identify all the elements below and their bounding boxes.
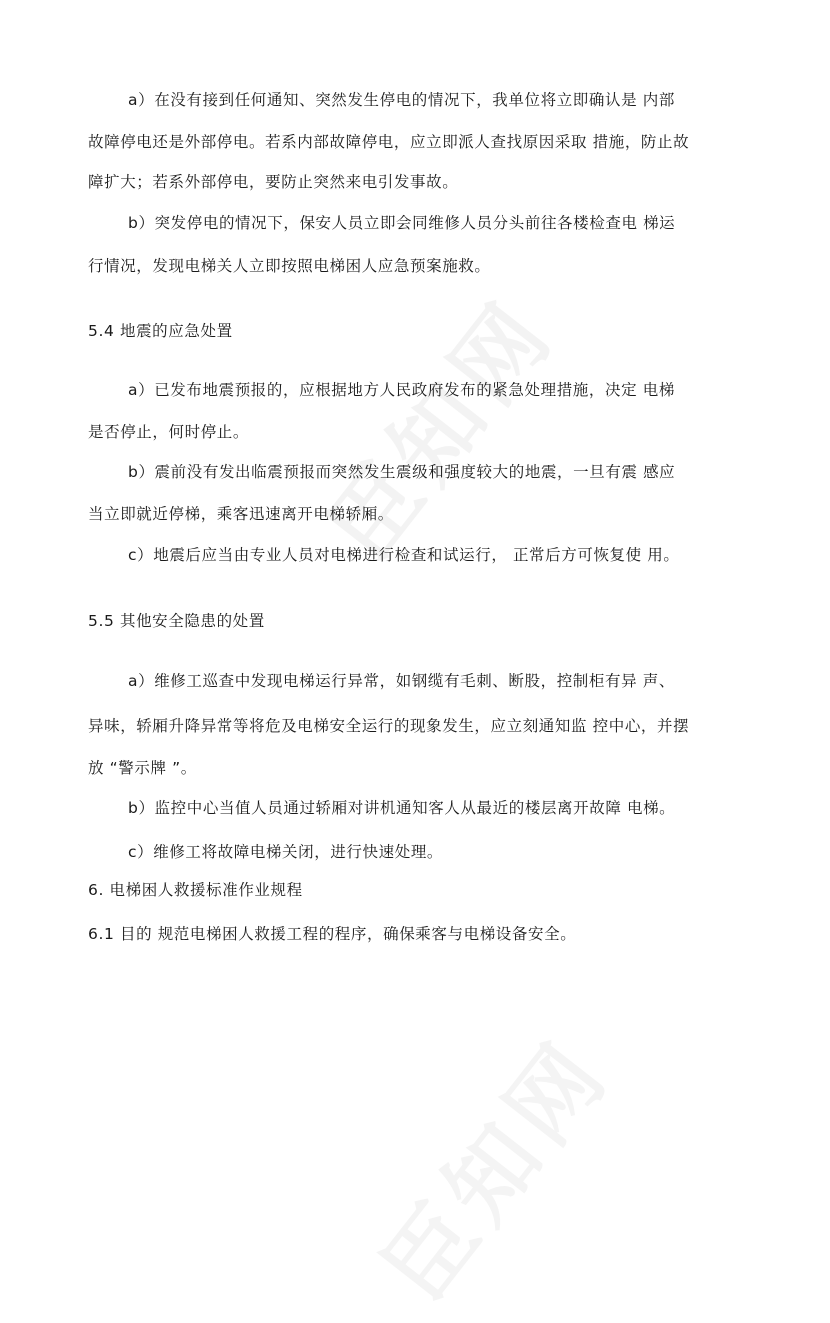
paragraph-line: 当立即就近停梯，乘客迅速离开电梯轿厢。 [88, 505, 394, 523]
paragraph-line: a）在没有接到任何通知、突然发生停电的情况下，我单位将立即确认是 内部 [128, 91, 675, 109]
section-heading: 5.5 其他安全隐患的处置 [88, 612, 265, 630]
paragraph-line: c）维修工将故障电梯关闭，进行快速处理。 [128, 843, 444, 861]
paragraph-line: b）突发停电的情况下，保安人员立即会同维修人员分头前往各楼检查电 梯运 [128, 214, 676, 232]
paragraph-line: c）地震后应当由专业人员对电梯进行检查和试运行， 正常后方可恢复使 用。 [128, 546, 680, 564]
paragraph-line: 障扩大；若系外部停电，要防止突然来电引发事故。 [88, 173, 459, 191]
paragraph-line: 行情况，发现电梯关人立即按照电梯困人应急预案施救。 [88, 257, 491, 275]
watermark-bottom [346, 1007, 633, 1323]
paragraph-line: b）监控中心当值人员通过轿厢对讲机通知客人从最近的楼层离开故障 电梯。 [128, 799, 676, 817]
section-heading: 6.1 目的 规范电梯困人救援工程的程序，确保乘客与电梯设备安全。 [88, 925, 577, 943]
paragraph-line: 故障停电还是外部停电。若系内部故障停电，应立即派人查找原因采取 措施，防止故 [88, 133, 690, 151]
paragraph-line: b）震前没有发出临震预报而突然发生震级和强度较大的地震，一旦有震 感应 [128, 463, 676, 481]
paragraph-line: a）已发布地震预报的，应根据地方人民政府发布的紧急处理措施，决定 电梯 [128, 381, 675, 399]
watermark [291, 267, 578, 583]
section-heading: 5.4 地震的应急处置 [88, 322, 233, 340]
paragraph-line: 异味，轿厢升降异常等将危及电梯安全运行的现象发生，应立刻通知监 控中心，并摆 [88, 717, 690, 735]
paragraph-line: 放 “警示牌 ”。 [88, 759, 197, 777]
section-heading: 6. 电梯困人救援标准作业规程 [88, 881, 303, 899]
paragraph-line: 是否停止，何时停止。 [88, 423, 250, 441]
paragraph-line: a）维修工巡查中发现电梯运行异常，如钢缆有毛刺、断股，控制柜有异 声、 [128, 672, 675, 690]
